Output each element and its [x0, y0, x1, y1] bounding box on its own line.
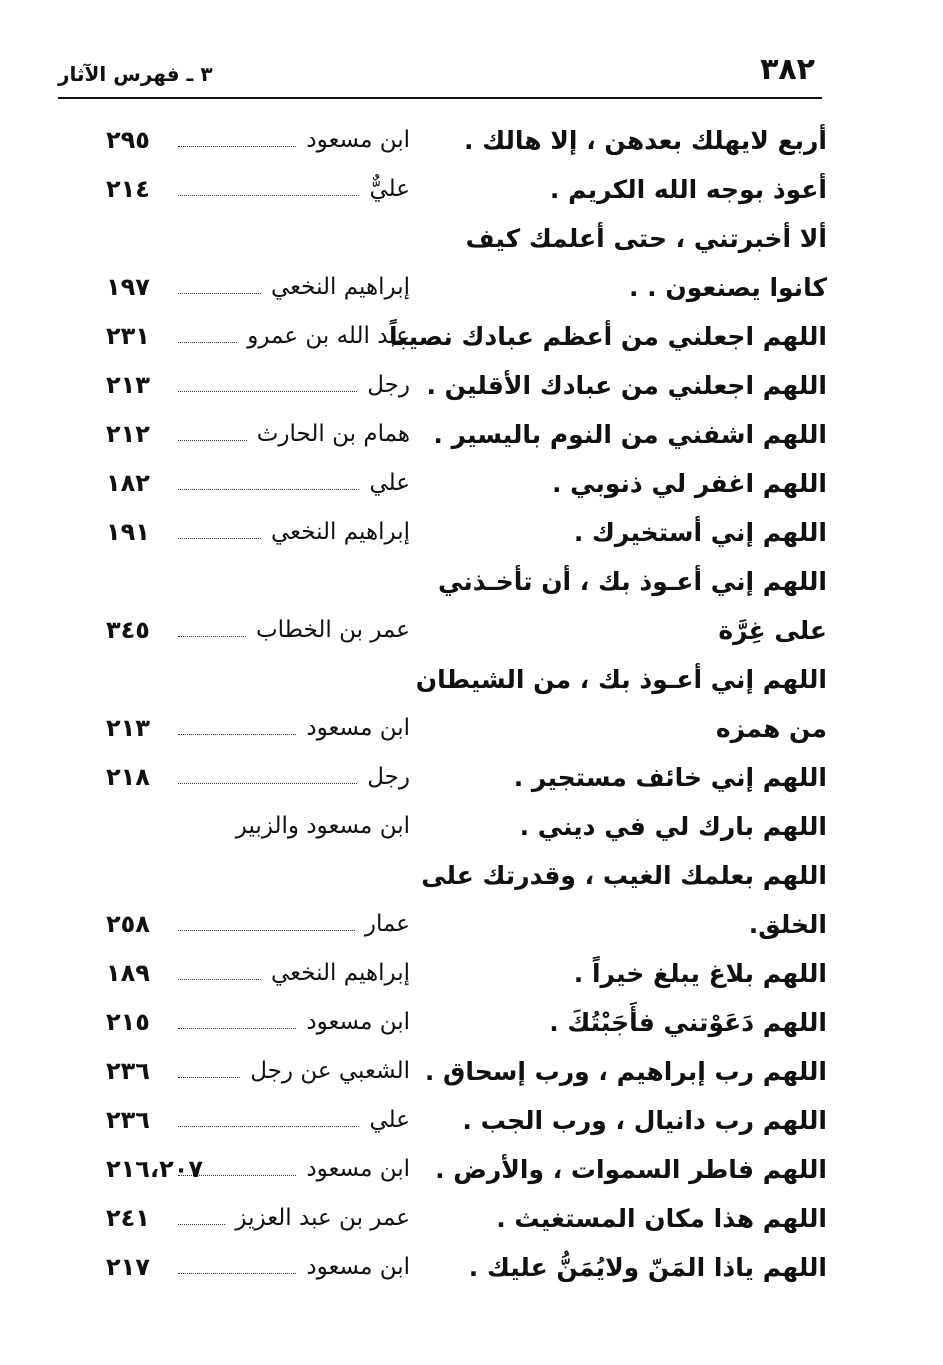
index-entry	[0, 606, 943, 655]
entry-narrator: ابن مسعود والزبير	[235, 813, 410, 839]
entry-page-ref: ١٩٧	[106, 273, 150, 301]
entry-page-ref: ٢١٣	[106, 371, 150, 399]
entry-text: الخلق.	[748, 910, 827, 939]
entry-text: اللهم إني أعـوذ بك ، من الشيطان	[415, 665, 827, 694]
entry-page-ref: ٢١٥	[106, 1008, 150, 1036]
entry-text: اللهم فاطر السموات ، والأرض .	[435, 1155, 827, 1184]
index-entry	[0, 655, 943, 704]
entry-narrator: رجل	[367, 764, 410, 790]
dot-leader	[178, 1028, 296, 1029]
dot-leader	[178, 636, 246, 637]
entry-text: اللهم بعلمك الغيب ، وقدرتك على	[421, 861, 827, 890]
index-entry	[0, 753, 943, 802]
entry-page-ref: ٢٩٥	[106, 126, 150, 154]
entry-narrator: عمر بن عبد العزيز	[235, 1205, 410, 1231]
entry-text: اللهم إني أستخيرك .	[573, 518, 827, 547]
entry-text: اللهم اجعلني من عبادك الأقلين .	[426, 371, 827, 400]
entry-page-ref: ١٩١	[106, 518, 150, 546]
index-entry	[0, 949, 943, 998]
entry-narrator: عمر بن الخطاب	[255, 617, 410, 643]
index-entry	[0, 704, 943, 753]
index-entry	[0, 459, 943, 508]
entry-page-ref: ٣٤٥	[106, 616, 150, 644]
dot-leader	[178, 489, 359, 490]
entry-narrator: علي	[369, 1107, 410, 1133]
index-entry	[0, 802, 943, 851]
index-entry	[0, 1243, 943, 1292]
entry-narrator: همام بن الحارث	[256, 421, 410, 447]
entry-text: اللهم رب إبراهيم ، ورب إسحاق .	[424, 1057, 827, 1086]
dot-leader	[178, 391, 357, 392]
entry-narrator: عبد الله بن عمرو	[247, 323, 410, 349]
entry-page-ref: ٢١٨	[106, 763, 150, 791]
entry-page-ref: ١٨٢	[106, 469, 150, 497]
entry-text: أعوذ بوجه الله الكريم .	[549, 175, 827, 204]
entry-page-ref: ٢١٢	[106, 420, 150, 448]
dot-leader	[178, 979, 261, 980]
entry-text: اللهم ياذا المَنّ ولايُمَنُّ عليك .	[468, 1253, 827, 1282]
dot-leader	[178, 930, 355, 931]
dot-leader	[178, 734, 296, 735]
header-rule	[58, 97, 822, 99]
entry-narrator: عليٌّ	[369, 176, 410, 202]
entry-text: اللهم اغفر لي ذنوبي .	[551, 469, 827, 498]
entry-narrator: ابن مسعود	[306, 1156, 410, 1182]
entry-page-ref: ٢١٧	[106, 1253, 150, 1281]
entry-text: اللهم إني أعـوذ بك ، أن تأخـذني	[438, 567, 827, 596]
entry-narrator: إبراهيم النخعي	[270, 960, 410, 986]
dot-leader	[178, 1126, 359, 1127]
entry-narrator: رجل	[367, 372, 410, 398]
index-entry	[0, 851, 943, 900]
dot-leader	[178, 1273, 296, 1274]
entry-narrator: ابن مسعود	[306, 1254, 410, 1280]
entry-text: اللهم بلاغ يبلغ خيراً .	[573, 959, 827, 988]
index-entry	[0, 1194, 943, 1243]
entry-text: اللهم هذا مكان المستغيث .	[496, 1204, 827, 1233]
section-title: ٣ ـ فهرس الآثار	[58, 62, 213, 86]
entry-text: اللهم إني خائف مستجير .	[513, 763, 827, 792]
dot-leader	[178, 538, 261, 539]
index-entry	[0, 508, 943, 557]
dot-leader	[178, 440, 247, 441]
entry-text: كانوا يصنعون . .	[628, 273, 827, 302]
entry-text: اللهم اشفني من النوم باليسير .	[433, 420, 827, 449]
dot-leader	[178, 293, 261, 294]
entry-narrator: إبراهيم النخعي	[270, 519, 410, 545]
entry-narrator: إبراهيم النخعي	[270, 274, 410, 300]
entry-narrator: الشعبي عن رجل	[250, 1058, 410, 1084]
entry-text: أربع لايهلك بعدهن ، إلا هالك .	[464, 126, 827, 155]
entry-page-ref: ٢٣١	[106, 322, 150, 350]
entry-text: ألا أخبرتني ، حتى أعلمك كيف	[465, 224, 827, 253]
dot-leader	[178, 146, 296, 147]
index-entry	[0, 312, 943, 361]
index-entry	[0, 1047, 943, 1096]
index-entry	[0, 361, 943, 410]
index-entry	[0, 557, 943, 606]
page-number: ٣٨٢	[760, 52, 815, 87]
index-entry	[0, 165, 943, 214]
dot-leader	[178, 342, 237, 343]
index-entry	[0, 410, 943, 459]
dot-leader	[178, 1077, 240, 1078]
index-entry	[0, 998, 943, 1047]
index-entry	[0, 116, 943, 165]
index-list	[0, 116, 943, 1292]
index-entry	[0, 1145, 943, 1194]
dot-leader	[178, 195, 359, 196]
entry-narrator: ابن مسعود	[306, 715, 410, 741]
entry-page-ref: ٢٣٦	[106, 1057, 150, 1085]
entry-text: اللهم رب دانيال ، ورب الجب .	[462, 1106, 827, 1135]
entry-page-ref: ٢٤١	[106, 1204, 150, 1232]
entry-page-ref: ١٨٩	[106, 959, 150, 987]
entry-text: من همزه	[715, 714, 827, 743]
index-entry	[0, 263, 943, 312]
entry-text: اللهم اجعلني من أعظم عبادك نصيباً	[388, 322, 827, 351]
index-entry	[0, 900, 943, 949]
entry-page-ref: ٢٥٨	[106, 910, 150, 938]
entry-narrator: علي	[369, 470, 410, 496]
entry-text: اللهم بارك لي في ديني .	[519, 812, 827, 841]
dot-leader	[178, 1224, 225, 1225]
entry-narrator: ابن مسعود	[306, 1009, 410, 1035]
dot-leader	[178, 783, 357, 784]
index-entry	[0, 214, 943, 263]
entry-page-ref: ٢١٣	[106, 714, 150, 742]
entry-page-ref: ٢١٦،٢٠٧	[106, 1155, 204, 1183]
entry-page-ref: ٢١٤	[106, 175, 150, 203]
entry-narrator: عمار	[364, 911, 410, 937]
entry-narrator: ابن مسعود	[306, 127, 410, 153]
entry-page-ref: ٢٣٦	[106, 1106, 150, 1134]
entry-text: على غِرَّة	[718, 616, 827, 645]
entry-text: اللهم دَعَوْتني فأَجَبْتُكَ .	[549, 1008, 827, 1037]
index-entry	[0, 1096, 943, 1145]
